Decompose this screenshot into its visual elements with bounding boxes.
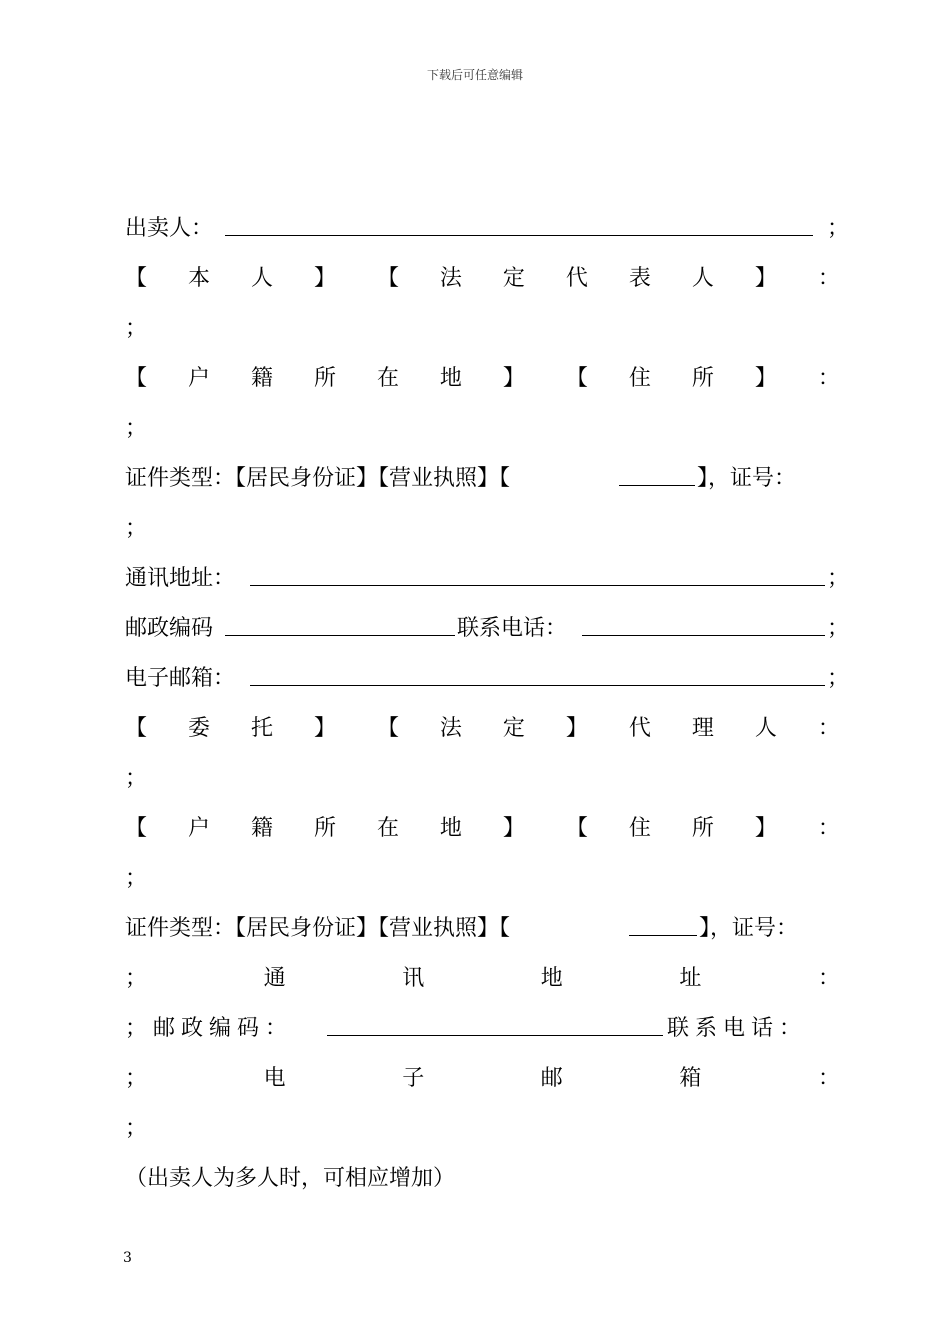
spread-char: 邮 [540, 1066, 563, 1091]
spread-char: 】 [502, 366, 525, 391]
spread-char: 籍 [250, 366, 273, 391]
agent-role-line [125, 704, 840, 754]
agent-postcode-phone-line [125, 1004, 840, 1054]
semicolon: ； [125, 866, 148, 891]
spread-char: 法 [439, 266, 462, 291]
phone-blank[interactable] [582, 604, 825, 636]
spread-char: 籍 [250, 816, 273, 841]
semicolon: ； [827, 666, 850, 691]
semicolon-line [125, 854, 840, 904]
postcode-label: ；邮政编码： [125, 1016, 294, 1041]
seller-id-type-line [125, 454, 840, 504]
semicolon: ； [125, 316, 148, 341]
semicolon: ； [125, 766, 148, 791]
agent-mail-address-line [125, 954, 840, 1004]
semicolon-line [125, 1104, 840, 1154]
spread-char: 【 [565, 366, 588, 391]
spread-char: 】 [754, 816, 777, 841]
spread-char: 代 [628, 716, 651, 741]
spread-char: 定 [502, 716, 525, 741]
page-number: 3 [123, 1250, 132, 1266]
page-header: 下载后可任意编辑 [426, 68, 523, 82]
spread-char: 子 [402, 1066, 425, 1091]
spread-char: 址 [679, 966, 702, 991]
spread-char: ： [817, 816, 840, 841]
spread-char: ： [817, 966, 840, 991]
id-type-label: 证件类型：【居民身份证】【营业执照】【 [125, 466, 511, 491]
spread-char: ： [817, 366, 840, 391]
note-text: （出卖人为多人时，可相应增加） [125, 1166, 456, 1191]
spread-char: 本 [187, 266, 210, 291]
spread-char: 人 [754, 716, 777, 741]
spread-char: ： [817, 716, 840, 741]
spread-char: 【 [376, 716, 399, 741]
semicolon: ； [827, 216, 850, 241]
spread-char: 托 [250, 716, 273, 741]
semicolon: ； [125, 416, 148, 441]
spread-char: 【 [125, 816, 148, 841]
spread-char: 所 [313, 816, 336, 841]
semicolon-line [125, 754, 840, 804]
spread-char: 地 [439, 816, 462, 841]
spread-char: ； [125, 1066, 148, 1091]
spread-char: 】 [313, 266, 336, 291]
spread-char: ； [125, 966, 148, 991]
seller-mail-address-line [125, 554, 850, 604]
seller-label: 出卖人： [125, 216, 214, 241]
agent-addr-type-line [125, 804, 840, 854]
seller-addr-type-line [125, 354, 840, 404]
spread-char: 住 [628, 366, 651, 391]
spread-char: 地 [540, 966, 563, 991]
phone-label: 联系电话： [667, 1016, 808, 1041]
spread-char: 】 [565, 716, 588, 741]
spread-char: 代 [565, 266, 588, 291]
spread-char: 地 [439, 366, 462, 391]
postcode-blank[interactable] [225, 604, 455, 636]
multi-seller-note [125, 1154, 840, 1204]
id-type-other-blank[interactable] [619, 454, 695, 486]
spread-char: 所 [313, 366, 336, 391]
semicolon-line [125, 504, 840, 554]
seller-email-line [125, 654, 850, 704]
seller-name-line [125, 204, 850, 254]
id-number-label: 】，证号： [699, 916, 799, 941]
spread-char: 所 [691, 816, 714, 841]
semicolon-line [125, 404, 840, 454]
spread-char: ： [817, 1066, 840, 1091]
spread-char: ： [817, 266, 840, 291]
seller-self-or-rep-line [125, 254, 840, 304]
id-type-label: 证件类型：【居民身份证】【营业执照】【 [125, 916, 511, 941]
semicolon: ； [125, 516, 148, 541]
spread-char: 通 [263, 966, 286, 991]
postcode-blank[interactable] [327, 1004, 663, 1036]
spread-char: 户 [187, 816, 210, 841]
email-label: 电子邮箱： [125, 666, 236, 691]
spread-char: 定 [502, 266, 525, 291]
spread-char: 【 [125, 366, 148, 391]
seller-postcode-phone-line [125, 604, 850, 654]
spread-char: 住 [628, 816, 651, 841]
semicolon-line [125, 304, 840, 354]
mail-address-blank[interactable] [250, 554, 825, 586]
email-blank[interactable] [250, 654, 825, 686]
spread-char: 【 [125, 266, 148, 291]
spread-char: 】 [754, 366, 777, 391]
phone-label: 联系电话： [457, 616, 568, 641]
semicolon: ； [125, 1116, 148, 1141]
spread-char: 理 [691, 716, 714, 741]
spread-char: 讯 [402, 966, 425, 991]
spread-char: 】 [313, 716, 336, 741]
seller-name-blank[interactable] [225, 204, 813, 236]
document-body [125, 204, 850, 1204]
id-number-label: 】，证号： [697, 466, 797, 491]
agent-email-line [125, 1054, 840, 1104]
spread-char: 【 [565, 816, 588, 841]
agent-id-type-line [125, 904, 840, 954]
spread-char: 在 [376, 366, 399, 391]
spread-char: 所 [691, 366, 714, 391]
spread-char: 】 [754, 266, 777, 291]
postcode-label: 邮政编码 [125, 616, 214, 641]
id-type-other-blank[interactable] [629, 904, 697, 936]
spread-char: 委 [187, 716, 210, 741]
spread-char: 在 [376, 816, 399, 841]
spread-char: 人 [691, 266, 714, 291]
spread-char: 【 [376, 266, 399, 291]
spread-char: 表 [628, 266, 651, 291]
spread-char: 箱 [679, 1066, 702, 1091]
spread-char: 】 [502, 816, 525, 841]
semicolon: ； [827, 616, 850, 641]
spread-char: 法 [439, 716, 462, 741]
spread-char: 【 [125, 716, 148, 741]
spread-char: 人 [250, 266, 273, 291]
mail-address-label: 通讯地址： [125, 566, 236, 591]
spread-char: 户 [187, 366, 210, 391]
spread-char: 电 [263, 1066, 286, 1091]
semicolon: ； [827, 566, 850, 591]
